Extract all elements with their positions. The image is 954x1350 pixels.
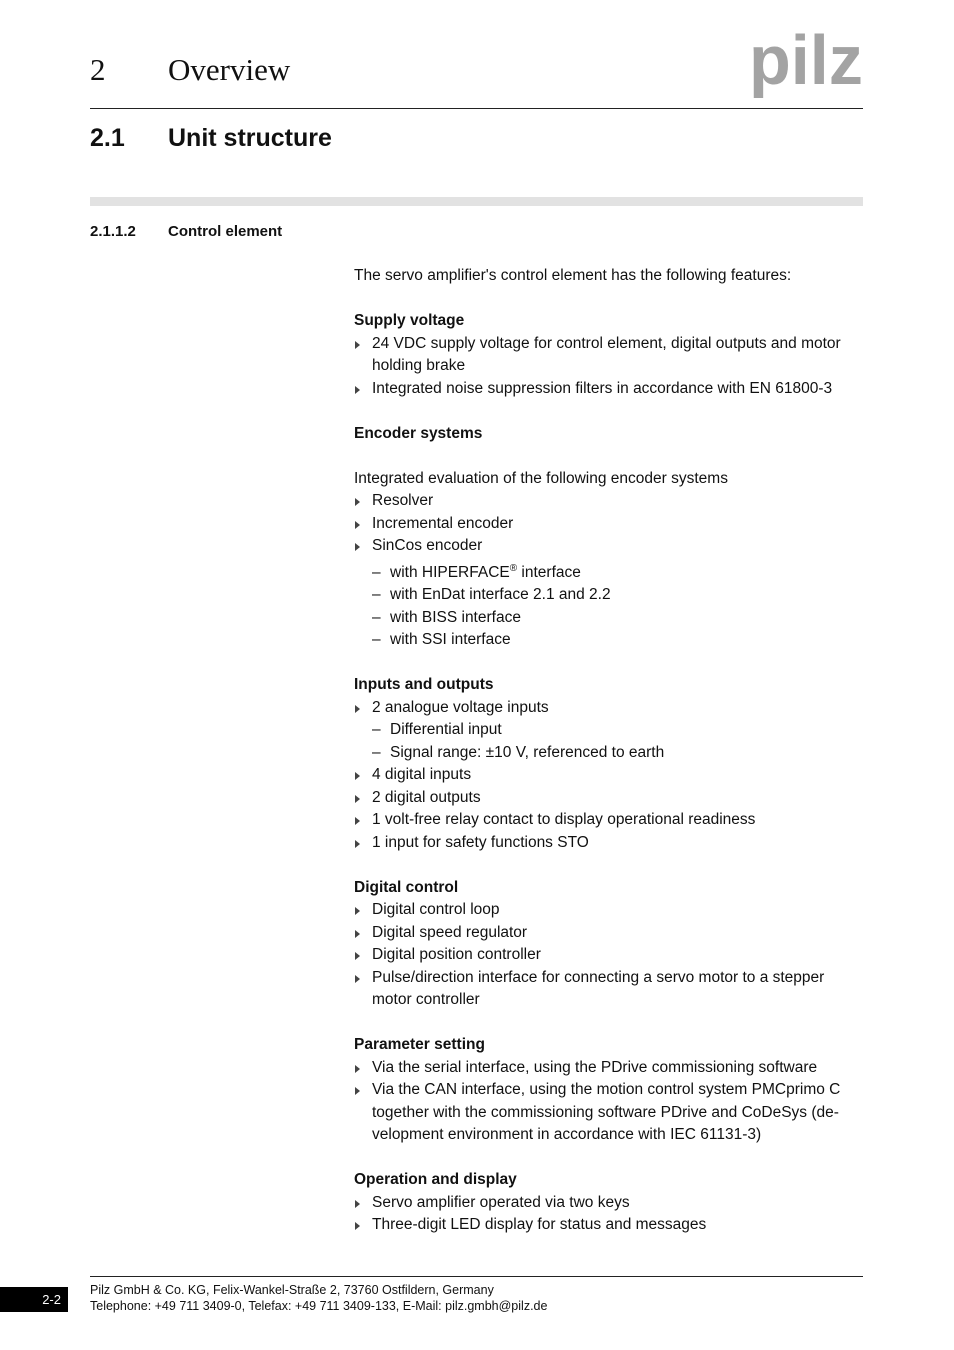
list-item: Via the CAN interface, using the motion control system PMCprimo C together with the commissioning software PDrive and CoDeSys (de-velopment environment in accordance with IEC 61131-3) bbox=[354, 1079, 866, 1147]
supply-voltage-group bbox=[354, 310, 866, 400]
encoder-intro: Integrated evaluation of the following encoder systems bbox=[354, 469, 728, 487]
bullet-arrow-icon bbox=[355, 795, 360, 803]
sub-list-item: – with HIPERFACE® interface bbox=[372, 562, 581, 581]
list-item: 4 digital inputs bbox=[354, 764, 866, 787]
list-item: Resolver bbox=[354, 490, 866, 513]
footer-rule bbox=[90, 1276, 863, 1277]
bullet-arrow-icon bbox=[355, 952, 360, 960]
list-item: Servo amplifier operated via two keys bbox=[354, 1192, 866, 1215]
encoder-systems-heading: Encoder systems bbox=[354, 424, 483, 442]
pilz-logo bbox=[747, 26, 865, 98]
bullet-arrow-icon bbox=[355, 341, 360, 349]
list-item: Three-digit LED display for status and messages bbox=[354, 1214, 866, 1237]
sub-list-item: – Signal range: ±10 V, referenced to earth bbox=[372, 743, 665, 761]
inputs-outputs-heading: Inputs and outputs bbox=[354, 676, 494, 693]
operation-display-heading: Operation and display bbox=[354, 1171, 517, 1188]
digital-control-heading: Digital control bbox=[354, 878, 459, 896]
bullet-arrow-icon bbox=[355, 930, 360, 938]
section-number: 2.1 bbox=[90, 124, 125, 152]
bullet-arrow-icon bbox=[355, 772, 360, 780]
sub-list-item: – with SSI interface bbox=[372, 631, 511, 648]
bullet-arrow-icon bbox=[355, 1065, 360, 1073]
sub-list-item: – Differential input bbox=[372, 721, 502, 738]
footer-line-2: Telephone: +49 711 3409-0, Telefax: +49 711 3409-133, E-Mail: pilz.gmbh@pilz.de bbox=[90, 1299, 548, 1313]
bullet-arrow-icon bbox=[355, 1200, 360, 1208]
sub-list-item: – with BISS interface bbox=[372, 608, 521, 626]
digital-control-group bbox=[354, 877, 866, 1012]
chapter-number: 2 bbox=[90, 52, 106, 87]
inputs-outputs-group bbox=[354, 674, 866, 854]
section-title: Unit structure bbox=[168, 124, 332, 152]
chapter-title: Overview bbox=[168, 52, 291, 87]
subsection-number: 2.1.1.2 bbox=[90, 223, 136, 240]
parameter-setting-group bbox=[354, 1034, 866, 1147]
parameter-setting-heading: Parameter setting bbox=[354, 1036, 485, 1053]
footer-address bbox=[90, 1282, 547, 1314]
bullet-arrow-icon bbox=[355, 543, 360, 551]
sub-list-item: – with EnDat interface 2.1 and 2.2 bbox=[372, 586, 611, 603]
intro-text: The servo amplifier's control element has the following features: bbox=[354, 267, 792, 284]
header-rule bbox=[90, 108, 863, 109]
bullet-arrow-icon bbox=[355, 521, 360, 529]
page-number: 2-2 bbox=[0, 1287, 68, 1312]
list-item: Incremental encoder bbox=[354, 513, 866, 536]
list-item: 1 volt-free relay contact to display operational readiness bbox=[354, 809, 866, 832]
footer-line-1: Pilz GmbH & Co. KG, Felix-Wankel-Straße 2, 73760 Ostfildern, Germany bbox=[90, 1283, 494, 1297]
bullet-arrow-icon bbox=[355, 840, 360, 848]
list-item: 2 analogue voltage inputs bbox=[354, 697, 866, 720]
encoder-systems-group bbox=[354, 423, 866, 652]
list-item: Integrated noise suppression filters in accordance with EN 61800-3 bbox=[354, 378, 866, 401]
bullet-arrow-icon bbox=[355, 1087, 360, 1095]
list-item: Pulse/direction interface for connecting a servo motor to a stepper motor controller bbox=[354, 967, 866, 1012]
list-item: SinCos encoder bbox=[354, 535, 866, 558]
body-content bbox=[354, 265, 866, 1259]
bullet-arrow-icon bbox=[355, 817, 360, 825]
list-item: 1 input for safety functions STO bbox=[354, 832, 866, 855]
list-item: Via the serial interface, using the PDrive commissioning software bbox=[354, 1057, 866, 1080]
pilz-logo-text: pilz bbox=[749, 26, 863, 98]
bullet-arrow-icon bbox=[355, 705, 360, 713]
list-item: Digital control loop bbox=[354, 899, 866, 922]
bullet-arrow-icon bbox=[355, 386, 360, 394]
subsection-title: Control element bbox=[168, 223, 283, 240]
section-divider-bar bbox=[90, 197, 863, 206]
list-item: 2 digital outputs bbox=[354, 787, 866, 810]
bullet-arrow-icon bbox=[355, 975, 360, 983]
bullet-arrow-icon bbox=[355, 498, 360, 506]
list-item: 24 VDC supply voltage for control element, digital outputs and motor holding brake bbox=[354, 333, 866, 378]
list-item: Digital speed regulator bbox=[354, 922, 866, 945]
bullet-arrow-icon bbox=[355, 907, 360, 915]
list-item: Digital position controller bbox=[354, 944, 866, 967]
operation-display-group bbox=[354, 1169, 866, 1237]
supply-voltage-heading: Supply voltage bbox=[354, 312, 465, 329]
bullet-arrow-icon bbox=[355, 1222, 360, 1230]
